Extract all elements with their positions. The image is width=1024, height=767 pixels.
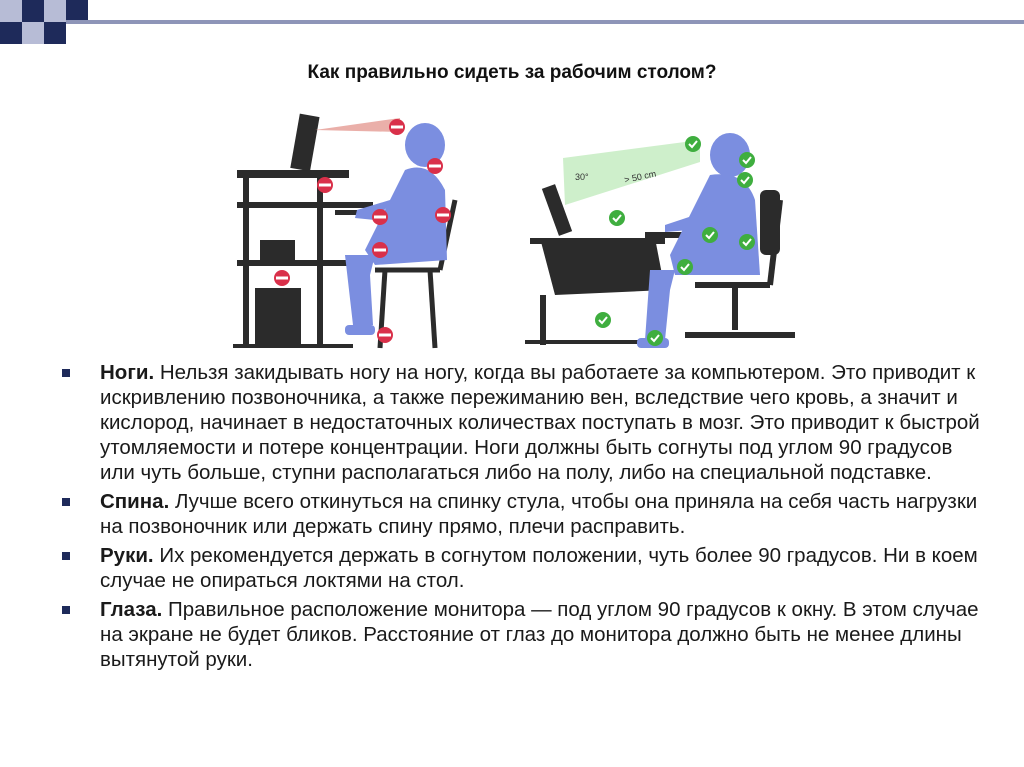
checkmark-icon — [702, 227, 718, 243]
checkmark-icon — [685, 136, 701, 152]
bullet-heading: Спина. — [100, 490, 170, 513]
monitor-icon — [290, 114, 319, 172]
no-entry-icon — [317, 177, 333, 193]
bullet-text: Лучше всего откинуться на спинку стула, чтобы она приняла на себя часть нагрузки на позвоночник или держать спину прямо, плечи расправить. — [100, 490, 978, 538]
deco-square — [22, 0, 44, 22]
bullet-heading: Глаза. — [100, 598, 163, 621]
bullet-square-icon — [62, 606, 70, 614]
list-item — [60, 360, 980, 485]
no-entry-icon — [427, 158, 443, 174]
posture-illustration — [225, 90, 825, 352]
deco-line — [66, 20, 1024, 24]
no-entry-icon — [372, 242, 388, 258]
no-entry-icon — [435, 207, 451, 223]
checkmark-icon — [647, 330, 663, 346]
bullet-square-icon — [62, 552, 70, 560]
bullet-text: Правильное расположение монитора — под углом 90 градусов к окну. В этом случае на экране не будет бликов. Расстояние от глаз до монитора должно быть не менее длины вытянутой руки. — [100, 598, 979, 671]
checkmark-icon — [737, 172, 753, 188]
checkmark-icon — [739, 234, 755, 250]
bullet-text: Их рекомендуется держать в согнутом положении, чуть более 90 градусов. Ни в коем случае не опираться локтями на стол. — [100, 544, 978, 592]
header-decoration — [0, 0, 1024, 50]
checkmark-icon — [609, 210, 625, 226]
wrong-posture-scene — [233, 114, 455, 348]
no-entry-icon — [372, 209, 388, 225]
no-entry-icon — [377, 327, 393, 343]
no-entry-icon — [274, 270, 290, 286]
deco-square — [0, 0, 22, 22]
deco-square — [0, 22, 22, 44]
checkmark-icon — [739, 152, 755, 168]
deco-square — [44, 22, 66, 44]
no-entry-icon — [389, 119, 405, 135]
distance-label: > 50 cm — [623, 168, 657, 185]
checkmark-icon — [595, 312, 611, 328]
checkmark-icon — [677, 259, 693, 275]
bullet-heading: Руки. — [100, 544, 154, 567]
bullet-square-icon — [62, 498, 70, 506]
angle-label: 30° — [575, 172, 589, 182]
deco-square — [22, 22, 44, 44]
bullet-text: Нельзя закидывать ногу на ногу, когда вы работаете за компьютером. Это приводит к искривлению позвоночника, а также пережиманию вен, вследствие чего кровь, а значит и кислород, начинает в недостаточных количествах поступать в мозг. Это приводит к быстрой утомляемости и потере концентрации. Ноги должны быть согнуты под углом 90 градусов или чуть больше, ступни располагаться либо на полу, либо на специальной подставке. — [100, 361, 980, 484]
bullet-heading: Ноги. — [100, 361, 155, 384]
advice-list — [60, 360, 980, 676]
deco-square — [66, 0, 88, 22]
list-item — [60, 597, 980, 672]
deco-square — [44, 0, 66, 22]
list-item — [60, 543, 980, 593]
bullet-square-icon — [62, 369, 70, 377]
list-item — [60, 489, 980, 539]
slide-title: Как правильно сидеть за рабочим столом? — [307, 62, 717, 83]
